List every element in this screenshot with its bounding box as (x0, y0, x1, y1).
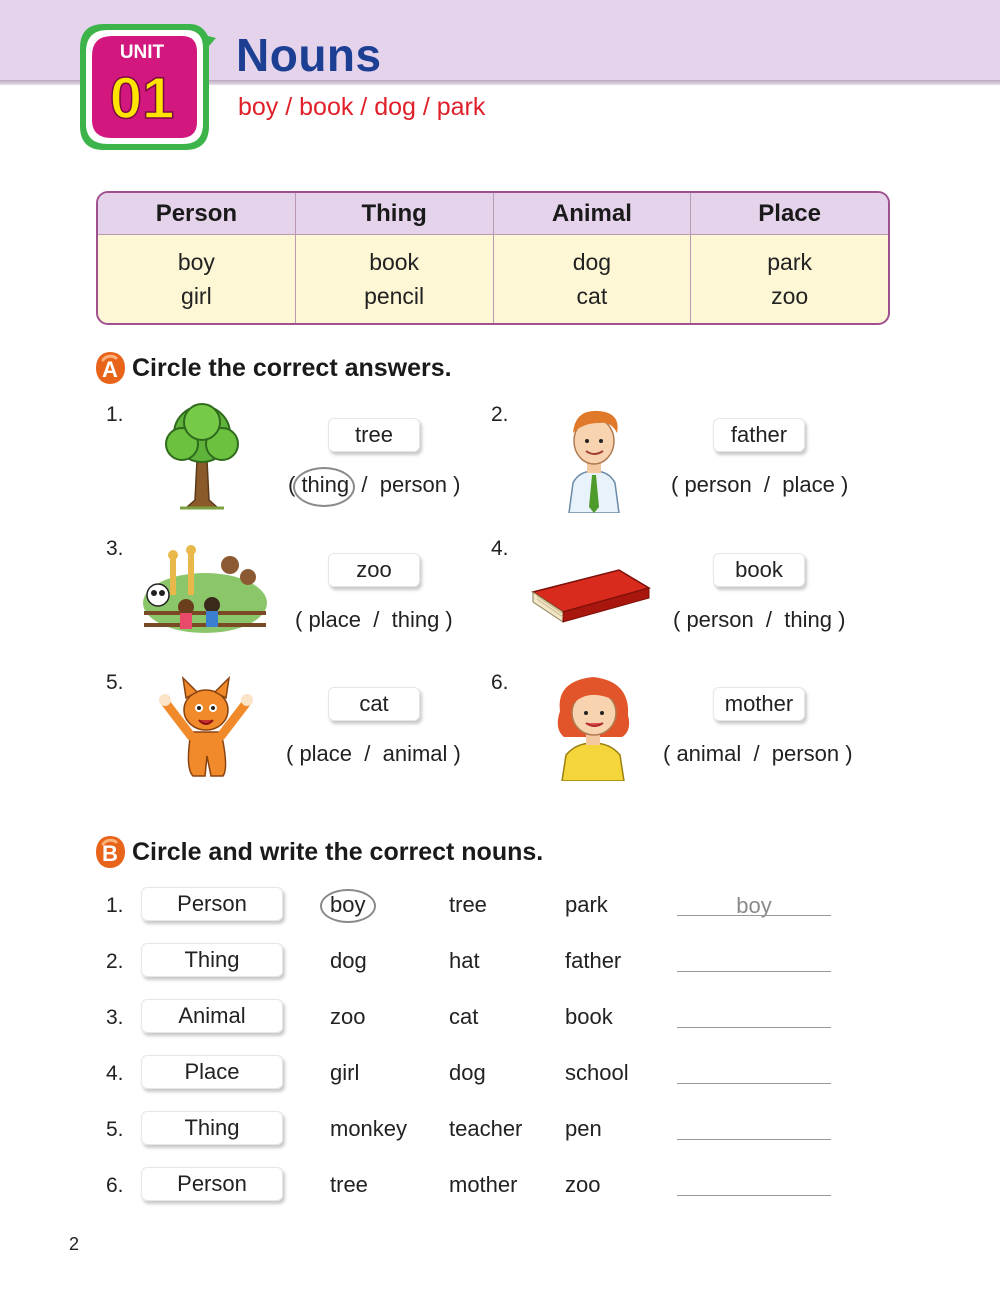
column-header: Animal (494, 193, 691, 235)
tree-picture (162, 400, 242, 512)
section-title: Circle the correct answers. (132, 353, 452, 382)
noun-column-thing (296, 193, 494, 323)
table-cell: dog (572, 249, 612, 275)
word-box: father (713, 418, 805, 452)
noun-option[interactable]: father (565, 948, 622, 973)
answer-line[interactable] (677, 1027, 831, 1028)
noun-option[interactable]: zoo (330, 1004, 366, 1029)
table-cell: girl (181, 283, 212, 309)
book-picture (529, 560, 653, 630)
cat-picture (155, 672, 255, 782)
answer-line[interactable] (677, 915, 831, 916)
noun-option[interactable]: pen (565, 1116, 602, 1141)
answer-choice[interactable]: ( thing / person ) (288, 472, 461, 497)
section-letter: A (102, 357, 118, 382)
category-box: Animal (141, 999, 283, 1033)
noun-option[interactable]: girl (330, 1060, 360, 1085)
page-title: Nouns (236, 29, 382, 81)
answer-choice[interactable]: ( place / animal ) (286, 741, 461, 766)
answer-circle (320, 889, 376, 923)
category-box: Person (141, 1167, 283, 1201)
category-box: Thing (141, 1111, 283, 1145)
row-number: 3. (106, 1006, 124, 1029)
noun-option[interactable]: park (565, 892, 608, 917)
answer-choice[interactable]: ( animal / person ) (663, 741, 853, 766)
answer-circle (293, 467, 355, 507)
word-box: tree (328, 418, 420, 452)
word-box: book (713, 553, 805, 587)
unit-badge (70, 18, 218, 156)
row-number: 5. (106, 1118, 124, 1141)
row-number: 1. (106, 894, 124, 917)
noun-option[interactable]: tree (330, 1172, 368, 1197)
noun-option[interactable]: zoo (565, 1172, 601, 1197)
section-title: Circle and write the correct nouns. (132, 837, 544, 866)
unit-number: 01 (109, 66, 175, 131)
item-number: 2. (491, 403, 509, 426)
answer-choice[interactable]: ( place / thing ) (295, 607, 453, 632)
column-header: Place (691, 193, 888, 235)
section-letter-icon (94, 834, 126, 870)
word-box: zoo (328, 553, 420, 587)
section-b-heading (94, 834, 543, 870)
item-number: 5. (106, 671, 124, 694)
table-cell: cat (576, 283, 608, 309)
section-letter-icon (94, 350, 126, 386)
answer-line[interactable] (677, 1083, 831, 1084)
noun-option[interactable]: school (565, 1060, 629, 1085)
item-number: 1. (106, 403, 124, 426)
noun-option[interactable]: monkey (330, 1116, 408, 1141)
category-box: Thing (141, 943, 283, 977)
answer-line[interactable] (677, 971, 831, 972)
column-header: Thing (296, 193, 493, 235)
zoo-picture (140, 545, 270, 637)
unit-label: UNIT (119, 42, 165, 63)
word-box: cat (328, 687, 420, 721)
noun-option[interactable]: dog (449, 1060, 486, 1085)
table-cell: park (767, 249, 812, 275)
noun-option[interactable]: boy (330, 892, 366, 917)
noun-option[interactable]: tree (449, 892, 487, 917)
noun-column-animal (494, 193, 692, 323)
written-answer[interactable]: boy (736, 893, 772, 918)
noun-option[interactable]: teacher (449, 1116, 523, 1141)
word-box: mother (713, 687, 805, 721)
row-number: 6. (106, 1174, 124, 1197)
item-number: 3. (106, 537, 124, 560)
table-cell: zoo (771, 283, 809, 309)
noun-option[interactable]: mother (449, 1172, 518, 1197)
section-letter: B (102, 841, 118, 866)
noun-column-person (98, 193, 296, 323)
row-number: 2. (106, 950, 124, 973)
noun-option[interactable]: dog (330, 948, 367, 973)
item-number: 4. (491, 537, 509, 560)
father-picture (559, 403, 629, 513)
table-cell: boy (177, 249, 215, 275)
answer-line[interactable] (677, 1139, 831, 1140)
page-number: 2 (69, 1234, 80, 1254)
item-number: 6. (491, 671, 509, 694)
row-number: 4. (106, 1062, 124, 1085)
section-a-heading (94, 350, 452, 386)
column-header: Person (98, 193, 295, 235)
noun-option[interactable]: hat (449, 948, 480, 973)
answer-choice[interactable]: ( person / place ) (671, 472, 849, 497)
mother-picture (548, 671, 638, 781)
answer-line[interactable] (677, 1195, 831, 1196)
noun-option[interactable]: book (565, 1004, 613, 1029)
category-box: Place (141, 1055, 283, 1089)
answer-choice[interactable]: ( person / thing ) (673, 607, 846, 632)
table-cell: book (369, 249, 420, 275)
category-box: Person (141, 887, 283, 921)
noun-option[interactable]: cat (449, 1004, 479, 1029)
noun-table (96, 191, 890, 325)
unit-words: boy / book / dog / park (238, 93, 486, 121)
noun-column-place (691, 193, 888, 323)
table-cell: pencil (364, 283, 425, 309)
